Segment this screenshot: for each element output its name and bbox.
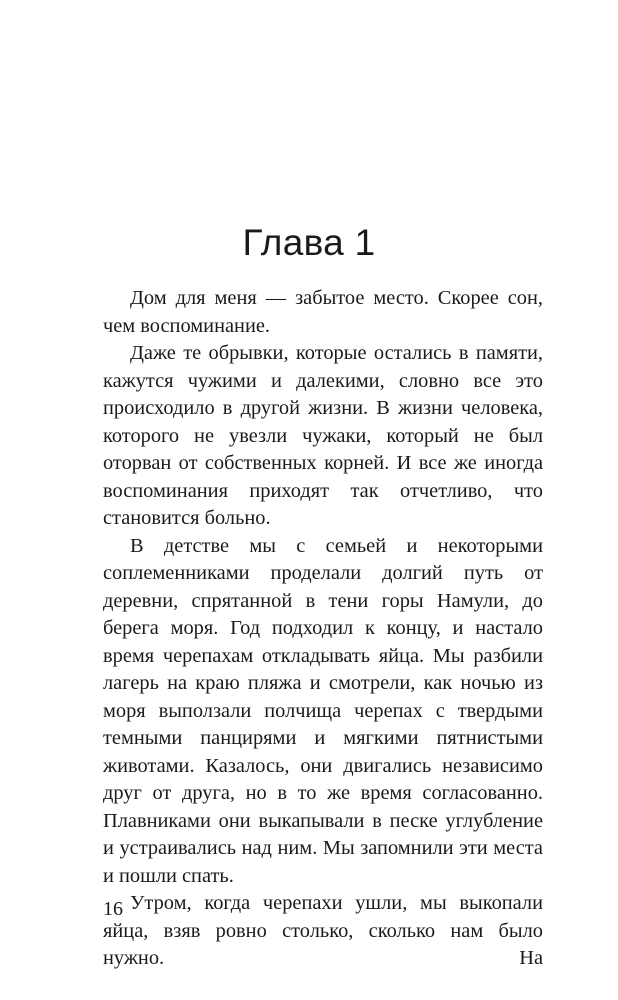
paragraph-1: Дом для меня — забытое место. Скорее сон, чем воспоминание. [103,287,543,337]
chapter-title: Глава 1 [242,222,376,263]
paragraph-3: В детстве мы с семьей и некоторыми соплеменниками проделали долгий путь от деревни, спрятанной в тени горы Намули, до берега моря. Год подходил к концу, и настало время черепахам откладывать яйца. Мы разбили лагерь на краю пляжа и смотрели, как ночью из моря выползали полчища черепах с твердыми темными панцирями и мягкими пятнистыми животами. Казалось, они двигались независимо друг от друга, но в то же время согласованно. Плавниками они выкапывали в песке углубление и устраивались над ним. Мы запомнили эти места и пошли спать. [103,534,543,887]
paragraph-4: Утром, когда черепахи ушли, мы выкопали яйца, взяв ровно столько, сколько нам было нужно. На [103,892,543,969]
page-number: 16 [103,898,123,920]
chapter-body [103,285,543,973]
paragraph-2: Даже те обрывки, которые остались в памяти, кажутся чужими и далекими, словно все это происходило в другой жизни. В жизни человека, которого не увезли чужаки, который не был оторван от собственных корней. И все же иногда воспоминания приходят так отчетливо, что становится больно. [103,342,543,529]
